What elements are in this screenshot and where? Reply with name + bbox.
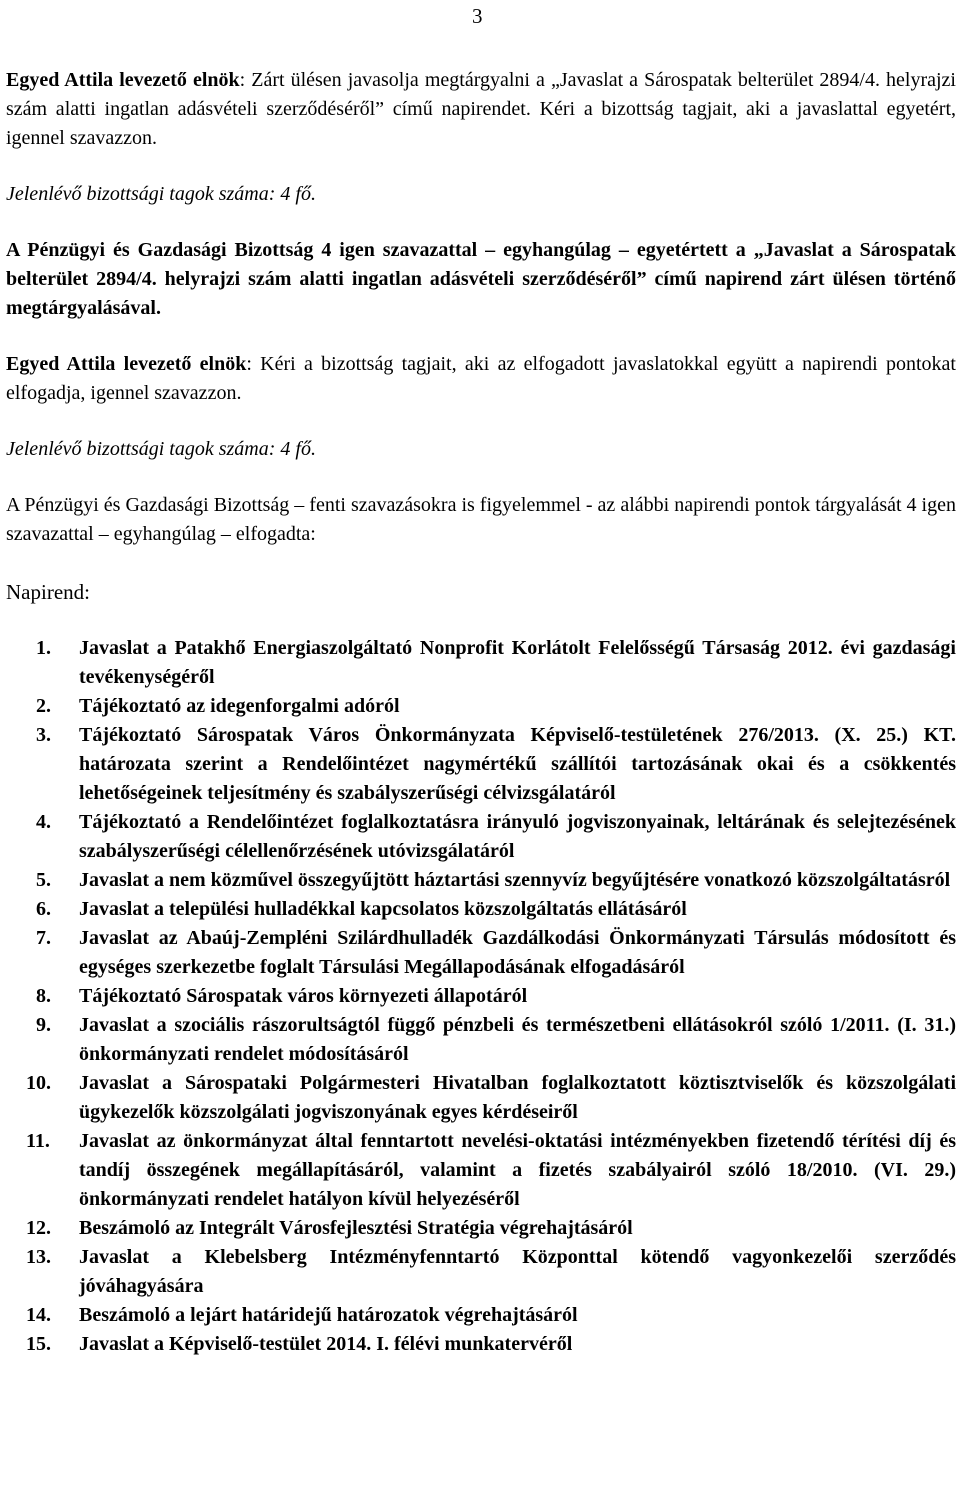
agenda-item-number: 4. bbox=[36, 811, 51, 833]
agenda-item bbox=[6, 1301, 956, 1330]
agenda-item-text: Javaslat a települési hulladékkal kapcsolatos közszolgáltatás ellátásáról bbox=[79, 898, 687, 920]
agenda-item bbox=[6, 634, 956, 692]
page-number: 3 bbox=[472, 4, 483, 28]
speaker-name: Egyed Attila levezető elnök bbox=[6, 353, 247, 375]
agenda-item bbox=[6, 1127, 956, 1214]
agenda-item bbox=[6, 895, 956, 924]
agenda-item bbox=[6, 1011, 956, 1069]
agenda-item-text: Javaslat a Sárospataki Polgármesteri Hivatalban foglalkoztatott köztisztviselők és közszolgálati ügykezelők közszolgálati jogviszonyának egyes kérdéseiről bbox=[79, 1072, 956, 1123]
statement-text: : Zárt ülésen javasolja megtárgyalni a „Javaslat a Sárospatak belterület 2894/4. helyrajzi szám alatti ingatlan adásvételi szerződéséről” című napirendet. Kéri a bizottság tagjait, aki a javaslattal egyetért, igennel szavazzon. bbox=[6, 69, 956, 149]
agenda-item-text: Javaslat a Klebelsberg Intézményfenntartó Központtal kötendő vagyonkezelői szerződés jóváhagyására bbox=[79, 1246, 956, 1297]
agenda-item bbox=[6, 982, 956, 1011]
agenda-item-number: 15. bbox=[26, 1333, 51, 1355]
agenda-item bbox=[6, 1069, 956, 1127]
agenda-item-text: Javaslat a szociális rászorultságtól függő pénzbeli és természetbeni ellátásokról szóló 1/2011. (I. 31.) önkormányzati rendelet módosításáról bbox=[79, 1014, 956, 1065]
agenda-item-number: 6. bbox=[36, 898, 51, 920]
statement-text: : Kéri a bizottság tagjait, aki az elfogadott javaslatokkal együtt a napirendi pontokat elfogadja, igennel szavazzon. bbox=[6, 353, 956, 404]
committee-resolution-1: A Pénzügyi és Gazdasági Bizottság 4 igen szavazattal – egyhangúlag – egyetértett a „Javaslat a Sárospatak belterület 2894/4. helyrajzi szám alatti ingatlan adásvételi szerződéséről” című napirend zárt ülésen történő megtárgyalásával. bbox=[6, 239, 956, 319]
agenda-item-text: Tájékoztató az idegenforgalmi adóról bbox=[79, 695, 400, 717]
agenda-item-text: Javaslat az önkormányzat által fenntartott nevelési-oktatási intézményekben fizetendő térítési díj és tandíj összegének megállapításáról, valamint a fizetés szabályairól szóló 18/2010. (VI. 29.) önkormányzati rendelet hatályon kívül helyezéséről bbox=[79, 1130, 956, 1210]
agenda-item bbox=[6, 1243, 956, 1301]
agenda-item-text: Javaslat a Patakhő Energiaszolgáltató Nonprofit Korlátolt Felelősségű Társaság 2012. évi gazdasági tevékenységéről bbox=[79, 637, 956, 688]
agenda-item-text: Javaslat a Képviselő-testület 2014. I. félévi munkatervéről bbox=[79, 1333, 573, 1355]
agenda-item-number: 9. bbox=[36, 1014, 51, 1036]
agenda-item bbox=[6, 692, 956, 721]
agenda-item-text: Beszámoló a lejárt határidejű határozatok végrehajtásáról bbox=[79, 1304, 578, 1326]
agenda-item-text: Tájékoztató a Rendelőintézet foglalkoztatásra irányuló jogviszonyainak, leltárának és selejtezésének szabályszerűségi célellenőrzésének utóvizsgálatáról bbox=[79, 811, 956, 862]
agenda-title: Napirend: bbox=[6, 580, 90, 604]
agenda-item-text: Tájékoztató Sárospatak város környezeti állapotáról bbox=[79, 985, 528, 1007]
chair-statement-2 bbox=[6, 350, 956, 408]
chair-statement-1 bbox=[6, 66, 956, 153]
agenda-item-number: 12. bbox=[26, 1217, 51, 1239]
agenda-item-text: Tájékoztató Sárospatak Város Önkormányzata Képviselő-testületének 276/2013. (X. 25.) KT. határozata szerint a Rendelőintézet nagymértékű szállítói tartozásának okai és a csökkentés lehetőségeinek teljesítmény és szabályszerűségi célvizsgálatáról bbox=[79, 724, 956, 804]
agenda-item bbox=[6, 924, 956, 982]
agenda-item-number: 5. bbox=[36, 869, 51, 891]
agenda-item bbox=[6, 866, 956, 895]
agenda-list bbox=[6, 634, 956, 1359]
attendance-note-2: Jelenlévő bizottsági tagok száma: 4 fő. bbox=[6, 438, 316, 460]
agenda-item-number: 3. bbox=[36, 724, 51, 746]
agenda-item bbox=[6, 1330, 956, 1359]
agenda-item-number: 8. bbox=[36, 985, 51, 1007]
agenda-item-number: 11. bbox=[26, 1130, 50, 1152]
document-body bbox=[6, 66, 956, 1359]
agenda-item-number: 10. bbox=[26, 1072, 51, 1094]
agenda-item-number: 7. bbox=[36, 927, 51, 949]
agenda-item-number: 14. bbox=[26, 1304, 51, 1326]
attendance-note-1: Jelenlévő bizottsági tagok száma: 4 fő. bbox=[6, 183, 316, 205]
speaker-name: Egyed Attila levezető elnök bbox=[6, 69, 240, 91]
agenda-item-text: Javaslat az Abaúj-Zempléni Szilárdhulladék Gazdálkodási Önkormányzati Társulás módosított és egységes szerkezetbe foglalt Társulási Megállapodásának elfogadásáról bbox=[79, 927, 956, 978]
committee-resolution-2: A Pénzügyi és Gazdasági Bizottság – fenti szavazásokra is figyelemmel - az alábbi napirendi pontok tárgyalását 4 igen szavazattal – egyhangúlag – elfogadta: bbox=[6, 494, 956, 545]
agenda-item-number: 2. bbox=[36, 695, 51, 717]
agenda-item-text: Javaslat a nem közművel összegyűjtött háztartási szennyvíz begyűjtésére vonatkozó közszolgáltatásról bbox=[79, 869, 951, 891]
agenda-item-number: 13. bbox=[26, 1246, 51, 1268]
agenda-item bbox=[6, 1214, 956, 1243]
agenda-item bbox=[6, 721, 956, 808]
agenda-item-text: Beszámoló az Integrált Városfejlesztési Stratégia végrehajtásáról bbox=[79, 1217, 633, 1239]
agenda-item bbox=[6, 808, 956, 866]
agenda-item-number: 1. bbox=[36, 637, 51, 659]
